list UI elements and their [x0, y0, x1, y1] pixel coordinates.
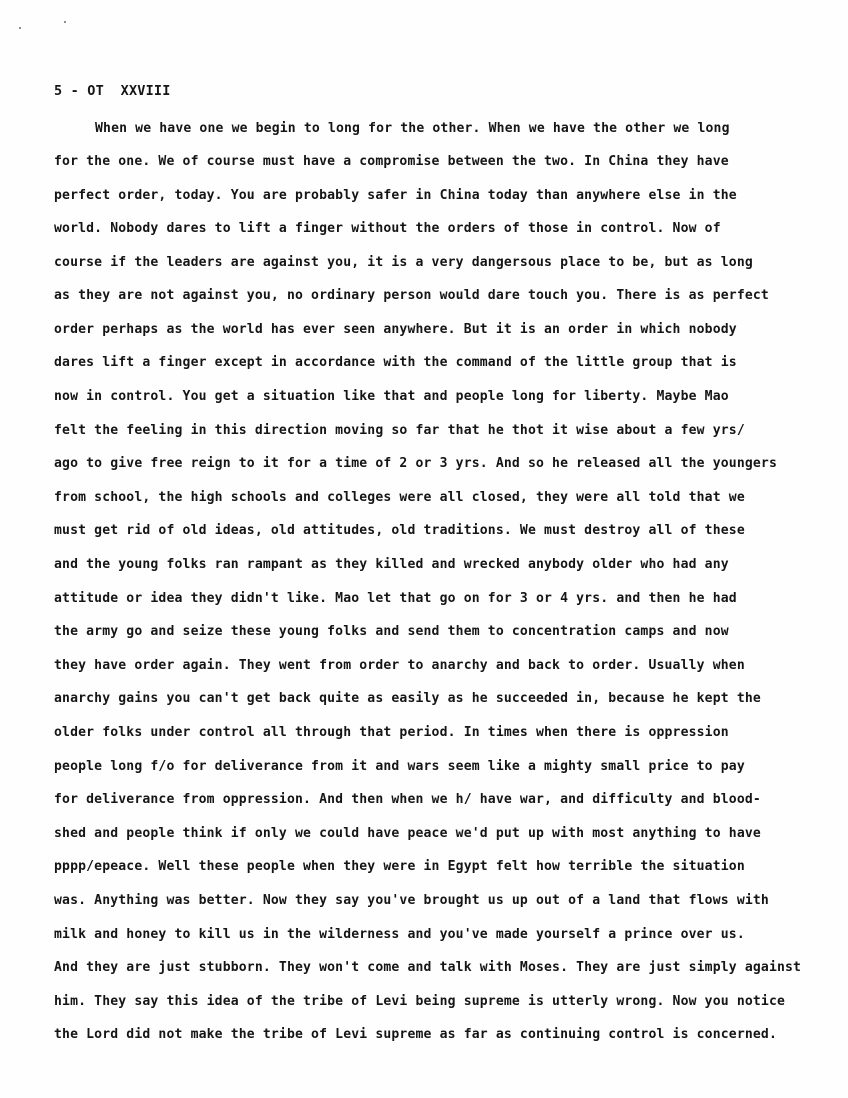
text-line: world. Nobody dares to lift a finger without the orders of those in control. Now of [54, 221, 721, 236]
page-header: 5 - OT XXVIII [54, 83, 171, 99]
text-line: people long f/o for deliverance from it and wars seem like a mighty small price to pay [54, 759, 745, 774]
text-line: for deliverance from oppression. And then when we h/ have war, and difficulty and blood- [54, 792, 761, 807]
text-line: and the young folks ran rampant as they killed and wrecked anybody older who had any [54, 557, 729, 572]
text-line: was. Anything was better. Now they say you've brought us up out of a land that flows with [54, 893, 769, 908]
text-line: shed and people think if only we could have peace we'd put up with most anything to have [54, 826, 761, 841]
text-line: must get rid of old ideas, old attitudes, old traditions. We must destroy all of these [54, 523, 745, 538]
text-line: order perhaps as the world has ever seen anywhere. But it is an order in which nobody [54, 322, 737, 337]
text-line: ago to give free reign to it for a time of 2 or 3 yrs. And so he released all the youngers [54, 456, 777, 471]
text-line: now in control. You get a situation like that and people long for liberty. Maybe Mao [54, 389, 729, 404]
text-line: milk and honey to kill us in the wilderness and you've made yourself a prince over us. [54, 927, 745, 942]
text-line: older folks under control all through that period. In times when there is oppression [54, 725, 729, 740]
text-line: for the one. We of course must have a compromise between the two. In China they have [54, 154, 729, 169]
text-line: the Lord did not make the tribe of Levi supreme as far as continuing control is concerned. [54, 1027, 777, 1042]
text-line: When we have one we begin to long for the other. When we have the other we long [95, 121, 730, 136]
text-line: the army go and seize these young folks and send them to concentration camps and now [54, 624, 729, 639]
text-line: felt the feeling in this direction moving so far that he thot it wise about a few yrs/ [54, 423, 745, 438]
text-line: course if the leaders are against you, it is a very dangersous place to be, but as long [54, 255, 753, 270]
text-line: they have order again. They went from order to anarchy and back to order. Usually when [54, 658, 745, 673]
text-line: anarchy gains you can't get back quite as easily as he succeeded in, because he kept the [54, 691, 761, 706]
text-line: pppp/epeace. Well these people when they were in Egypt felt how terrible the situation [54, 859, 745, 874]
text-line: And they are just stubborn. They won't come and talk with Moses. They are just simply against [54, 960, 802, 975]
text-line: dares lift a finger except in accordance with the command of the little group that is [54, 355, 737, 370]
text-line: him. They say this idea of the tribe of Levi being supreme is utterly wrong. Now you notice [54, 994, 786, 1009]
text-line: perfect order, today. You are probably safer in China today than anywhere else in the [54, 188, 737, 203]
text-line: from school, the high schools and colleges were all closed, they were all told that we [54, 490, 745, 505]
text-line: as they are not against you, no ordinary person would dare touch you. There is as perfect [54, 288, 769, 303]
text-line: attitude or idea they didn't like. Mao let that go on for 3 or 4 yrs. and then he had [54, 591, 737, 606]
